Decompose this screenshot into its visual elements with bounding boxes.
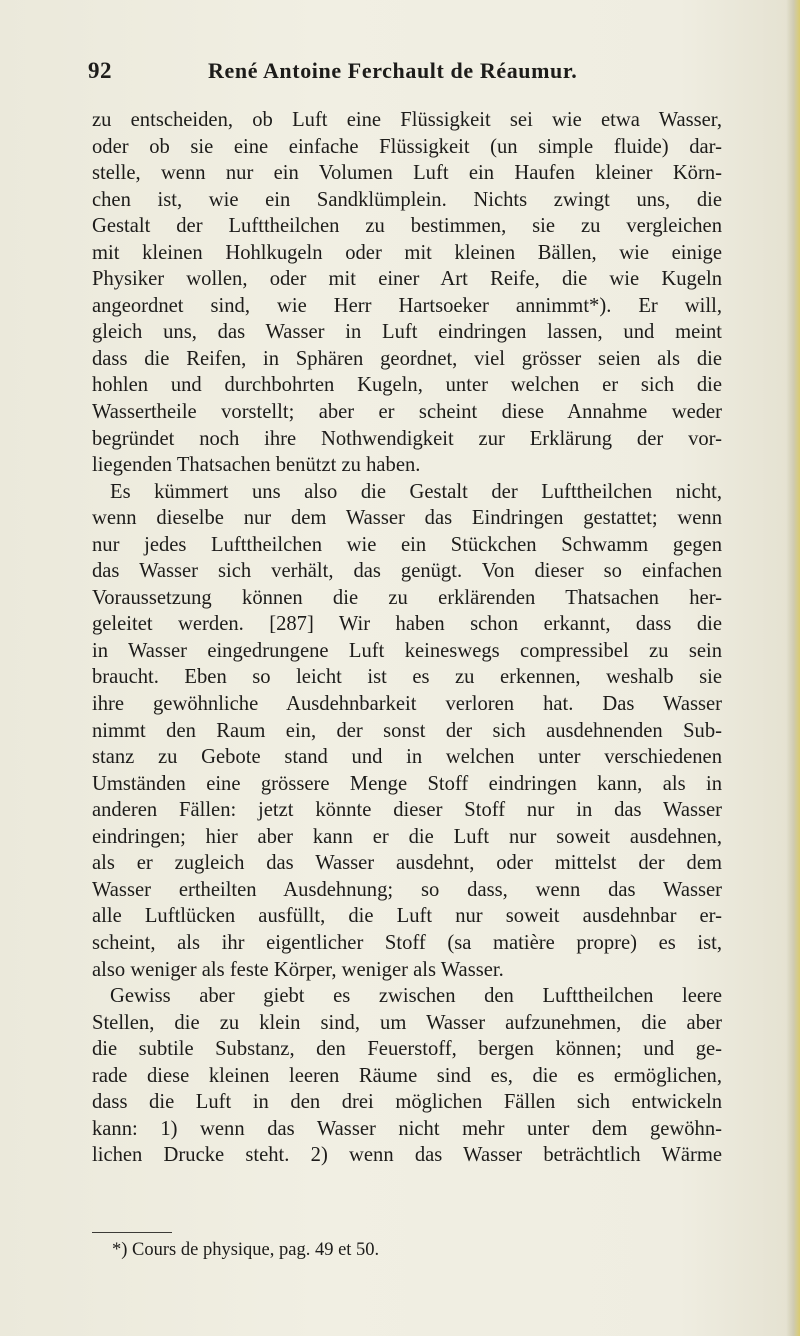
text-line: stanz zu Gebote stand und in welchen unter verschiedenen: [92, 746, 722, 769]
text-line: Wassertheile vorstellt; aber er scheint diese Annahme weder: [92, 401, 722, 424]
text-line: dass die Luft in den drei möglichen Fällen sich entwickeln: [92, 1091, 722, 1114]
text-line: chen ist, wie ein Sandklümplein. Nichts zwingt uns, die: [92, 188, 722, 211]
paragraph-start-line: Gewiss aber giebt es zwischen den Lufttheilchen leere: [110, 985, 722, 1008]
text-line: Wasser ertheilten Ausdehnung; so dass, wenn das Wasser: [92, 878, 722, 901]
text-line: anderen Fällen: jetzt könnte dieser Stoff nur in das Wasser: [92, 799, 722, 822]
paragraph-start-line: Es kümmert uns also die Gestalt der Lufttheilchen nicht,: [110, 480, 722, 503]
text-line: stelle, wenn nur ein Volumen Luft ein Haufen kleiner Körn-: [92, 162, 722, 185]
text-line: braucht. Eben so leicht ist es zu erkennen, weshalb sie: [92, 666, 722, 689]
text-line: nur jedes Lufttheilchen wie ein Stückchen Schwamm gegen: [92, 533, 722, 556]
text-line: gleich uns, das Wasser in Luft eindringen lassen, und meint: [92, 321, 722, 344]
text-line: lichen Drucke steht. 2) wenn das Wasser beträchtlich Wärme: [92, 1144, 722, 1167]
paragraph-end-line: liegenden Thatsachen benützt zu haben.: [92, 454, 421, 477]
text-line: alle Luftlücken ausfüllt, die Luft nur soweit ausdehnbar er-: [92, 905, 722, 928]
text-line: angeordnet sind, wie Herr Hartsoeker annimmt*). Er will,: [92, 294, 722, 317]
text-line: zu entscheiden, ob Luft eine Flüssigkeit sei wie etwa Wasser,: [92, 109, 722, 131]
text-line: ihre gewöhnliche Ausdehnbarkeit verloren hat. Das Wasser: [92, 693, 722, 716]
text-line: begründet noch ihre Nothwendigkeit zur Erklärung der vor-: [92, 427, 722, 450]
text-line: in Wasser eingedrungene Luft keineswegs compressibel zu sein: [92, 639, 722, 662]
text-line: eindringen; hier aber kann er die Luft nur soweit ausdehnen,: [92, 825, 722, 848]
text-line: als er zugleich das Wasser ausdehnt, oder mittelst der dem: [92, 852, 722, 875]
text-line: wenn dieselbe nur dem Wasser das Eindringen gestattet; wenn: [92, 507, 722, 530]
text-line: mit kleinen Hohlkugeln oder mit kleinen Bällen, wie einige: [92, 241, 722, 264]
footnote-rule: [92, 1232, 172, 1233]
page-header: [88, 58, 718, 88]
text-line: nimmt den Raum ein, der sonst der sich ausdehnenden Sub-: [92, 719, 722, 742]
text-line: hohlen und durchbohrten Kugeln, unter welchen er sich die: [92, 374, 722, 397]
text-line: die subtile Substanz, den Feuerstoff, bergen können; und ge-: [92, 1038, 722, 1061]
text-line: Physiker wollen, oder mit einer Art Reife, die wie Kugeln: [92, 268, 722, 291]
text-line: geleitet werden. [287] Wir haben schon erkannt, dass die: [92, 613, 722, 636]
body-text: [92, 107, 722, 1169]
text-line: das Wasser sich verhält, das genügt. Von dieser so einfachen: [92, 560, 722, 583]
text-line: Voraussetzung können die zu erklärenden Thatsachen her-: [92, 586, 722, 609]
page-edge: [786, 0, 800, 1336]
text-line: Stellen, die zu klein sind, um Wasser aufzunehmen, die aber: [92, 1011, 722, 1034]
text-line: scheint, als ihr eigentlicher Stoff (sa matière propre) es ist,: [92, 931, 722, 954]
page-number: 92: [88, 58, 112, 83]
paragraph-end-line: also weniger als feste Körper, weniger als Wasser.: [92, 958, 504, 981]
text-line: Gestalt der Lufttheilchen zu bestimmen, sie zu vergleichen: [92, 215, 722, 238]
text-line: kann: 1) wenn das Wasser nicht mehr unter dem gewöhn-: [92, 1117, 722, 1140]
text-line: Umständen eine grössere Menge Stoff eindringen kann, als in: [92, 772, 722, 795]
text-line: rade diese kleinen leeren Räume sind es, die es ermöglichen,: [92, 1064, 722, 1087]
footnote: *) Cours de physique, pag. 49 et 50.: [112, 1240, 380, 1260]
text-line: dass die Reifen, in Sphären geordnet, viel grösser seien als die: [92, 347, 722, 370]
text-line: oder ob sie eine einfache Flüssigkeit (un simple fluide) dar-: [92, 135, 722, 158]
running-head: René Antoine Ferchault de Réaumur.: [208, 58, 578, 83]
